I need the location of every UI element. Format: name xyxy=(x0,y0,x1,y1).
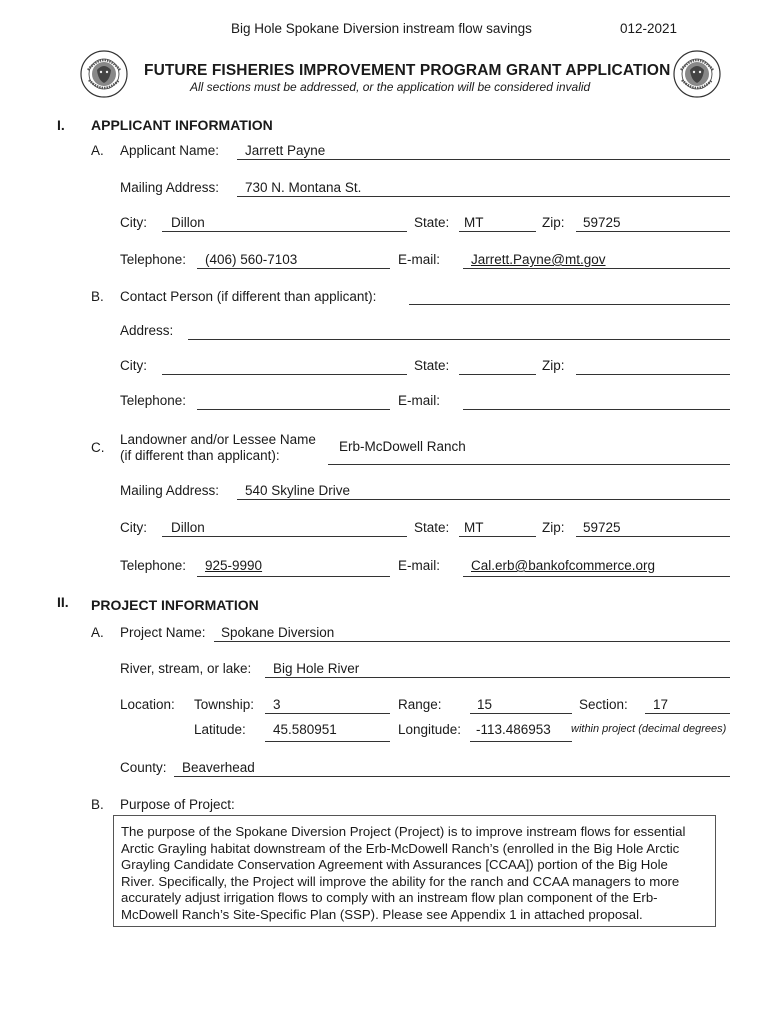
applicant-zip-label: Zip: xyxy=(542,215,565,230)
applicant-email-value[interactable]: Jarrett.Payne@mt.gov xyxy=(471,252,606,267)
applicant-city-label: City: xyxy=(120,215,147,230)
applicant-phone-label: Telephone: xyxy=(120,252,187,267)
range-label: Range: xyxy=(398,697,442,712)
section-2-numeral: II. xyxy=(57,594,69,610)
purpose-line: Grayling Candidate Conservation Agreement with Assurances [CCAA]) portion of the Big Hole xyxy=(121,857,668,872)
project-subsection-a-letter: A. xyxy=(91,625,104,640)
river-line[interactable] xyxy=(265,677,730,678)
landowner-mailing-line[interactable] xyxy=(237,499,730,500)
longitude-label: Longitude: xyxy=(398,722,462,737)
purpose-text-box[interactable] xyxy=(113,815,716,927)
landowner-value: Erb-McDowell Ranch xyxy=(339,439,466,454)
section-value: 17 xyxy=(653,697,669,712)
form-subtitle: All sections must be addressed, or the application will be considered invalid xyxy=(190,80,591,94)
contact-state-line[interactable] xyxy=(459,374,536,375)
landowner-label-line1: Landowner and/or Lessee Name xyxy=(120,432,316,447)
section-line[interactable] xyxy=(645,713,730,714)
landowner-phone-line[interactable] xyxy=(197,576,390,577)
location-label: Location: xyxy=(120,697,175,712)
latitude-label: Latitude: xyxy=(194,722,246,737)
section-label: Section: xyxy=(579,697,628,712)
contact-state-label: State: xyxy=(414,358,450,373)
landowner-state-value: MT xyxy=(464,520,484,535)
river-value: Big Hole River xyxy=(273,661,360,676)
applicant-name-value: Jarrett Payne xyxy=(245,143,326,158)
section-2-title: PROJECT INFORMATION xyxy=(91,597,259,613)
latitude-value: 45.580951 xyxy=(273,722,337,737)
landowner-zip-line[interactable] xyxy=(576,536,730,537)
contact-person-line[interactable] xyxy=(409,304,730,305)
contact-address-label: Address: xyxy=(120,323,174,338)
landowner-phone-value: 925-9990 xyxy=(205,558,263,573)
purpose-line: The purpose of the Spokane Diversion Project (Project) is to improve instream flows for essential xyxy=(121,824,686,839)
landowner-phone-label: Telephone: xyxy=(120,558,187,573)
project-subsection-b-letter: B. xyxy=(91,797,104,812)
county-value: Beaverhead xyxy=(182,760,255,775)
project-name-line[interactable] xyxy=(214,641,730,642)
longitude-line[interactable] xyxy=(470,741,572,742)
longitude-value: -113.486953 xyxy=(476,722,551,737)
landowner-email-label: E-mail: xyxy=(398,558,441,573)
applicant-phone-line[interactable] xyxy=(197,268,390,269)
coordinate-note: within project (decimal degrees) xyxy=(571,723,727,735)
applicant-state-value: MT xyxy=(464,215,484,230)
landowner-email-value[interactable]: Cal.erb@bankofcommerce.org xyxy=(471,558,656,573)
montana-fwp-seal-left xyxy=(80,50,128,98)
applicant-name-label: Applicant Name: xyxy=(120,143,220,158)
county-line[interactable] xyxy=(174,776,730,777)
contact-zip-line[interactable] xyxy=(576,374,730,375)
county-label: County: xyxy=(120,760,167,775)
purpose-line: River. Specifically, the Project will improve the ability for the ranch and CCAA managers to more xyxy=(121,873,680,889)
contact-city-label: City: xyxy=(120,358,147,373)
subsection-c-letter: C. xyxy=(91,440,105,455)
applicant-name-line[interactable] xyxy=(237,159,730,160)
landowner-city-value: Dillon xyxy=(171,520,205,535)
landowner-state-label: State: xyxy=(414,520,450,535)
landowner-city-label: City: xyxy=(120,520,147,535)
project-name-label: Project Name: xyxy=(120,625,206,640)
latitude-line[interactable] xyxy=(265,741,390,742)
contact-city-line[interactable] xyxy=(162,374,407,375)
project-name-value: Spokane Diversion xyxy=(221,625,335,640)
document-number: 012-2021 xyxy=(620,21,678,36)
section-1-numeral: I. xyxy=(57,117,65,133)
applicant-state-label: State: xyxy=(414,215,450,230)
purpose-line: accurately adjust irrigation flows to comply with an instream flow plan component of the Erb- xyxy=(121,890,658,905)
applicant-mailing-value: 730 N. Montana St. xyxy=(245,180,362,195)
range-line[interactable] xyxy=(470,713,572,714)
contact-email-label: E-mail: xyxy=(398,393,441,408)
contact-person-label: Contact Person (if different than applicant): xyxy=(120,289,377,304)
contact-phone-line[interactable] xyxy=(197,409,390,410)
form-title: FUTURE FISHERIES IMPROVEMENT PROGRAM GRANT APPLICATION xyxy=(144,62,671,79)
township-line[interactable] xyxy=(265,713,390,714)
applicant-email-line[interactable] xyxy=(463,268,730,269)
purpose-label: Purpose of Project: xyxy=(120,797,235,812)
landowner-city-line[interactable] xyxy=(162,536,407,537)
applicant-city-line[interactable] xyxy=(162,231,407,232)
project-title: Big Hole Spokane Diversion instream flow savings xyxy=(231,21,532,36)
landowner-state-line[interactable] xyxy=(459,536,536,537)
landowner-mailing-label: Mailing Address: xyxy=(120,483,220,498)
section-1-title: APPLICANT INFORMATION xyxy=(91,117,273,133)
range-value: 15 xyxy=(477,697,493,712)
applicant-zip-value: 59725 xyxy=(583,215,621,230)
township-label: Township: xyxy=(194,697,255,712)
landowner-label-line2: (if different than applicant): xyxy=(120,448,280,463)
subsection-b-letter: B. xyxy=(91,289,104,304)
contact-address-line[interactable] xyxy=(188,339,730,340)
township-value: 3 xyxy=(273,697,281,712)
applicant-phone-value: (406) 560-7103 xyxy=(205,252,298,267)
landowner-mailing-value: 540 Skyline Drive xyxy=(245,483,351,498)
landowner-zip-value: 59725 xyxy=(583,520,621,535)
applicant-mailing-label: Mailing Address: xyxy=(120,180,220,195)
applicant-email-label: E-mail: xyxy=(398,252,441,267)
applicant-zip-line[interactable] xyxy=(576,231,730,232)
purpose-line: Arctic Grayling habitat downstream of the Erb-McDowell Ranch’s (enrolled in the Big Hole Arctic xyxy=(121,840,680,856)
landowner-line[interactable] xyxy=(328,464,730,465)
river-label: River, stream, or lake: xyxy=(120,661,252,676)
landowner-email-line[interactable] xyxy=(463,576,730,577)
montana-fwp-seal-right xyxy=(673,50,721,98)
purpose-line: McDowell Ranch’s Site-Specific Plan (SSP). Please see Appendix 1 in attached proposal. xyxy=(121,906,643,922)
applicant-city-value: Dillon xyxy=(171,215,205,230)
applicant-mailing-line[interactable] xyxy=(237,196,730,197)
subsection-a-letter: A. xyxy=(91,143,104,158)
contact-email-line[interactable] xyxy=(463,409,730,410)
applicant-state-line[interactable] xyxy=(459,231,536,232)
landowner-zip-label: Zip: xyxy=(542,520,565,535)
contact-phone-label: Telephone: xyxy=(120,393,187,408)
contact-zip-label: Zip: xyxy=(542,358,565,373)
